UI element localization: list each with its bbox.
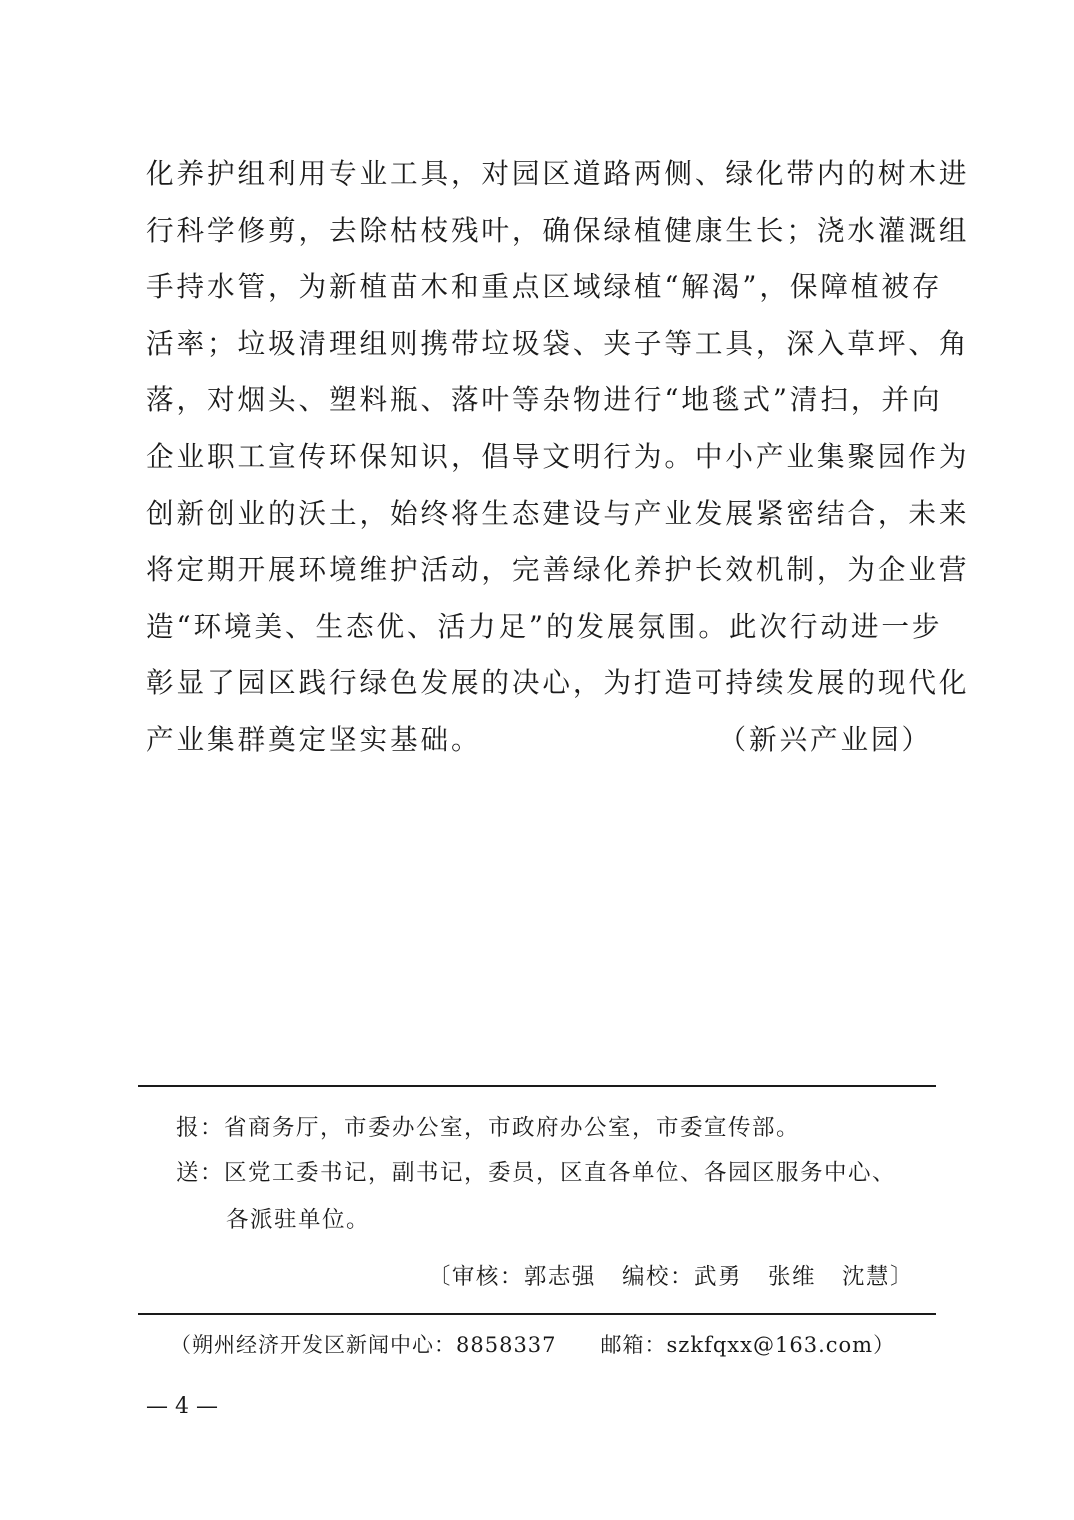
body-line: 彰显了园区践行绿色发展的决心，为打造可持续发展的现代化 [146, 666, 970, 700]
body-line: 创新创业的沃土，始终将生态建设与产业发展紧密结合，未来 [146, 496, 970, 530]
send-to-row [176, 1158, 926, 1188]
reviewer: 审核：郭志强 [451, 1264, 596, 1290]
report-recipients: 省商务厅，市委办公室，市政府办公室，市委宣传部。 [224, 1115, 801, 1141]
body-line: 落，对烟头、塑料瓶、落叶等杂物进行“地毯式”清扫，并向 [146, 383, 943, 417]
contact-paren-close: ） [873, 1333, 896, 1357]
report-label: 报： [176, 1115, 225, 1141]
editor-3: 沈慧 [841, 1264, 890, 1290]
editors: 编校：武勇 [621, 1264, 742, 1290]
body-line: 化养护组利用专业工具，对园区道路两侧、绿化带内的树木进 [146, 157, 970, 190]
divider-bottom [138, 1313, 936, 1315]
news-center-phone: 朔州经济开发区新闻中心：8858337 [192, 1333, 557, 1357]
report-to-row [176, 1113, 926, 1143]
send-recipients-continued: 各派驻单位。 [226, 1207, 371, 1233]
body-line: 将定期开展环境维护活动，完善绿化养护长效机制，为企业营 [146, 553, 970, 587]
send-recipients: 区党工委书记，副书记，委员，区直各单位、各园区服务中心、 [224, 1160, 897, 1186]
body-line: 造“环境美、生态优、活力足”的发展氛围。此次行动进一步 [146, 609, 943, 643]
article-body [146, 146, 970, 769]
body-line: 手持水管，为新植苗木和重点区域绿植“解渴”，保障植被存 [146, 270, 943, 304]
contact-line [170, 1330, 910, 1360]
send-label: 送： [176, 1160, 225, 1186]
source-attribution: （新兴产业园） [718, 722, 932, 756]
editor-2: 张维 [767, 1264, 816, 1290]
review-bracket-open: 〔 [427, 1264, 452, 1290]
contact-email: 邮箱：szkfqxx@163.com [600, 1333, 874, 1357]
body-line: 企业职工宣传环保知识，倡导文明行为。中小产业集聚园作为 [146, 439, 970, 473]
body-closing-text: 产业集群奠定坚实基础。 [146, 722, 482, 756]
page-number: — 4 — [146, 1394, 218, 1419]
body-line: 活率；垃圾清理组则携带垃圾袋、夹子等工具，深入草坪、角 [146, 326, 970, 360]
review-bracket-close: 〕 [889, 1264, 914, 1290]
body-last-line [146, 712, 932, 769]
divider-top [138, 1085, 936, 1087]
contact-paren-open: （ [170, 1333, 192, 1357]
body-line: 行科学修剪，去除枯枝残叶，确保绿植健康生长；浇水灌溉组 [146, 213, 970, 247]
send-to-row-continued [226, 1205, 976, 1235]
review-line [428, 1262, 914, 1292]
